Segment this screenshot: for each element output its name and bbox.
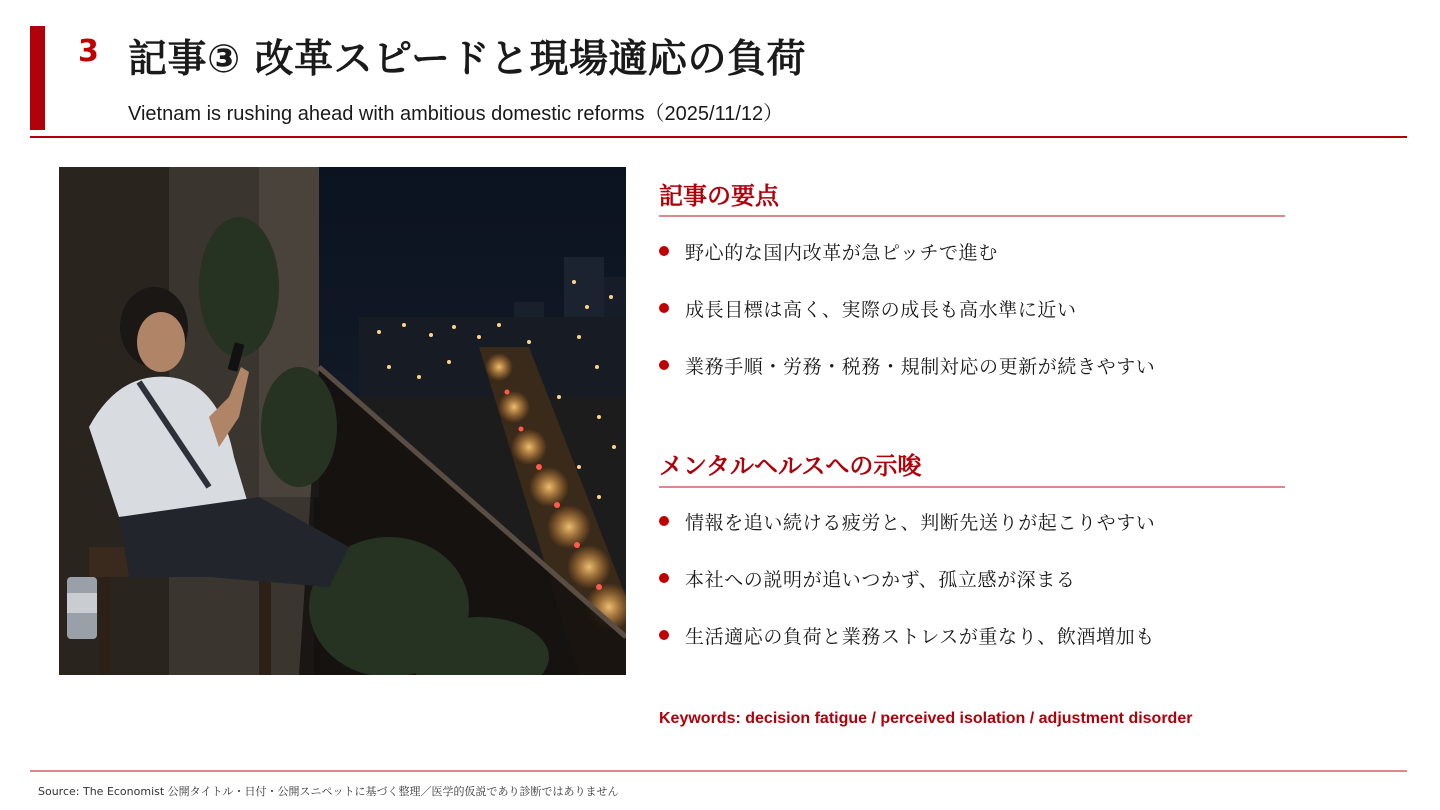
list-item-text: 野心的な国内改革が急ピッチで進む: [685, 242, 998, 264]
section-heading-mental-health: メンタルヘルスへの示唆: [659, 452, 922, 480]
list-item: [659, 295, 1077, 322]
source-note: Source: The Economist 公開タイトル・日付・公開スニペットに基づく整理／医学的仮説であり診断ではありません: [38, 785, 619, 798]
accent-bar: [30, 26, 45, 130]
page-subtitle: Vietnam is rushing ahead with ambitious domestic reforms（2025/11/12）: [128, 103, 784, 125]
bullet-dot-icon: [659, 573, 669, 583]
bullet-dot-icon: [659, 360, 669, 370]
list-item: [659, 622, 1155, 649]
bullet-dot-icon: [659, 246, 669, 256]
bullet-dot-icon: [659, 303, 669, 313]
footer-divider: [30, 770, 1407, 772]
slide-number: 3: [78, 34, 99, 69]
list-item-text: 成長目標は高く、実際の成長も高水準に近い: [685, 299, 1077, 321]
list-item: [659, 238, 998, 265]
header-divider: [30, 136, 1407, 138]
list-item: [659, 508, 1155, 535]
bullet-dot-icon: [659, 516, 669, 526]
section-divider-key-points: [659, 215, 1285, 217]
list-item: [659, 352, 1155, 379]
list-item-text: 情報を追い続ける疲労と、判断先送りが起こりやすい: [685, 512, 1156, 534]
section-divider-mental-health: [659, 486, 1285, 488]
keywords-line: Keywords: decision fatigue / perceived isolation / adjustment disorder: [659, 710, 1193, 727]
list-item: [659, 565, 1075, 592]
list-item-text: 本社への説明が追いつかず、孤立感が深まる: [685, 569, 1076, 591]
night-balcony-photo: [59, 167, 626, 675]
list-item-text: 業務手順・労務・税務・規制対応の更新が続きやすい: [685, 356, 1156, 378]
section-heading-key-points: 記事の要点: [659, 182, 779, 210]
bullet-dot-icon: [659, 630, 669, 640]
page-title: 記事③ 改革スピードと現場適応の負荷: [128, 37, 807, 82]
list-item-text: 生活適応の負荷と業務ストレスが重なり、飲酒増加も: [685, 626, 1155, 648]
